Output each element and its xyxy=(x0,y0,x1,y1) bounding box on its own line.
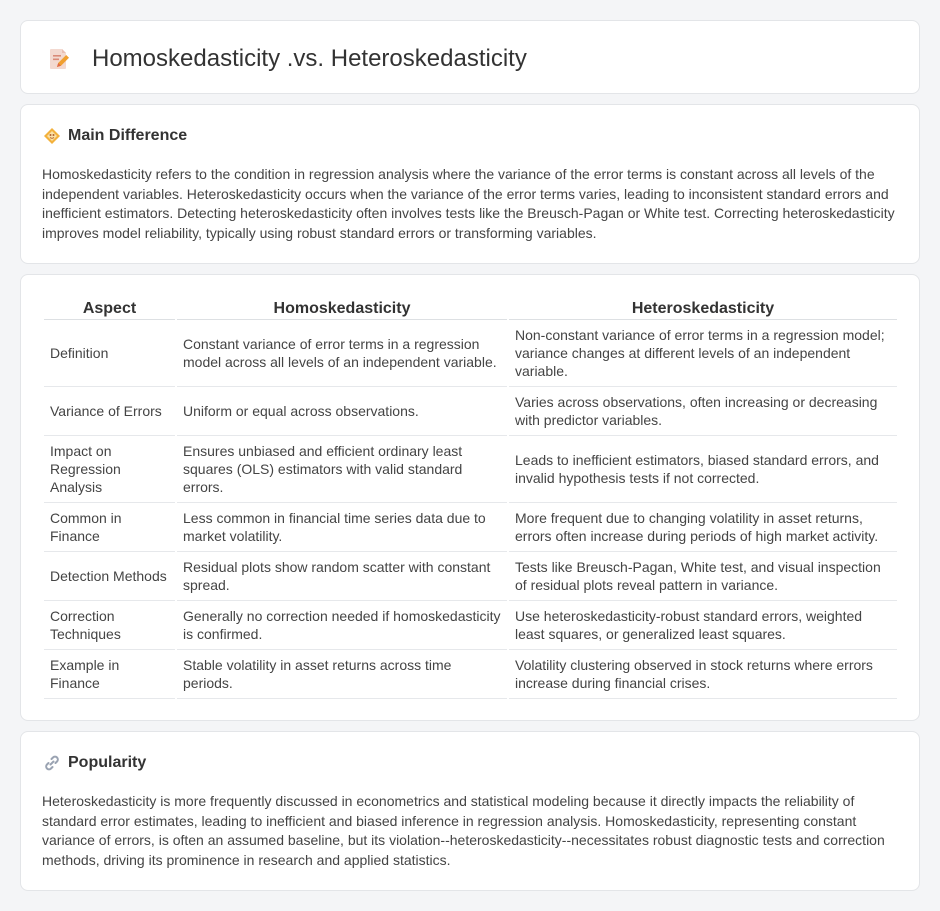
comparison-table xyxy=(42,297,899,699)
row-homoskedasticity: Residual plots show random scatter with constant spread. xyxy=(177,552,507,601)
row-heteroskedasticity: Leads to inefficient estimators, biased standard errors, and invalid hypothesis tests if not corrected. xyxy=(509,436,897,503)
row-heteroskedasticity: More frequent due to changing volatility in asset returns, errors often increase during periods of high market activity. xyxy=(509,503,897,552)
popularity-card xyxy=(20,731,920,891)
table-row xyxy=(44,320,897,387)
row-aspect: Correction Techniques xyxy=(44,601,175,650)
main-difference-card xyxy=(20,104,920,264)
row-aspect: Common in Finance xyxy=(44,503,175,552)
row-aspect: Example in Finance xyxy=(44,650,175,699)
table-row xyxy=(44,650,897,699)
row-heteroskedasticity: Tests like Breusch-Pagan, White test, and visual inspection of residual plots reveal pattern in variance. xyxy=(509,552,897,601)
row-heteroskedasticity: Non-constant variance of error terms in a regression model; variance changes at different levels of an independent variable. xyxy=(509,320,897,387)
row-homoskedasticity: Ensures unbiased and efficient ordinary least squares (OLS) estimators with valid standard errors. xyxy=(177,436,507,503)
row-aspect: Detection Methods xyxy=(44,552,175,601)
column-header-aspect: Aspect xyxy=(44,297,175,320)
diamond-icon xyxy=(43,127,61,145)
page-title: Homoskedasticity .vs. Heteroskedasticity xyxy=(92,45,527,72)
row-homoskedasticity: Less common in financial time series data due to market volatility. xyxy=(177,503,507,552)
table-row xyxy=(44,503,897,552)
table-row xyxy=(44,436,897,503)
row-aspect: Impact on Regression Analysis xyxy=(44,436,175,503)
row-heteroskedasticity: Use heteroskedasticity-robust standard errors, weighted least squares, or generalized least squares. xyxy=(509,601,897,650)
comparison-card xyxy=(20,274,920,721)
row-aspect: Definition xyxy=(44,320,175,387)
main-difference-heading: Main Difference xyxy=(68,127,188,144)
popularity-header xyxy=(43,754,146,772)
row-homoskedasticity: Generally no correction needed if homoskedasticity is confirmed. xyxy=(177,601,507,650)
row-homoskedasticity: Constant variance of error terms in a regression model across all levels of an independent variable. xyxy=(177,320,507,387)
table-row xyxy=(44,387,897,436)
row-heteroskedasticity: Volatility clustering observed in stock returns where errors increase during financial crises. xyxy=(509,650,897,699)
popularity-heading: Popularity xyxy=(68,754,147,771)
column-header-heteroskedasticity: Heteroskedasticity xyxy=(509,297,897,320)
popularity-text: Heteroskedasticity is more frequently discussed in econometrics and statistical modeling because it directly impacts the reliability of standard error estimates, leading to inefficient and biased inference in regression analysis. Homoskedasticity, representing constant variance of errors, is often an assumed baseline, but its violation--heteroskedasticity--necessitates robust diagnostic tests and correction methods, driving its prominence in research and applied statistics. xyxy=(42,793,885,868)
row-heteroskedasticity: Varies across observations, often increasing or decreasing with predictor variables. xyxy=(509,387,897,436)
row-aspect: Variance of Errors xyxy=(44,387,175,436)
row-homoskedasticity: Stable volatility in asset returns across time periods. xyxy=(177,650,507,699)
document-edit-icon xyxy=(48,47,70,71)
column-header-homoskedasticity: Homoskedasticity xyxy=(177,297,507,320)
table-row xyxy=(44,601,897,650)
link-icon xyxy=(43,754,61,772)
table-row xyxy=(44,552,897,601)
row-homoskedasticity: Uniform or equal across observations. xyxy=(177,387,507,436)
main-difference-header xyxy=(43,127,187,145)
table-header-row xyxy=(44,297,897,320)
main-difference-text: Homoskedasticity refers to the condition in regression analysis where the variance of the error terms is constant across all levels of the independent variables. Heteroskedasticity occurs when the variance of the error terms varies, leading to inconsistent standard errors and inefficient estimators. Detecting heteroskedasticity often involves tests like the Breusch-Pagan or White test. Correcting heteroskedasticity improves model reliability, typically using robust standard errors or transforming variables. xyxy=(42,166,895,241)
title-card xyxy=(20,20,920,94)
